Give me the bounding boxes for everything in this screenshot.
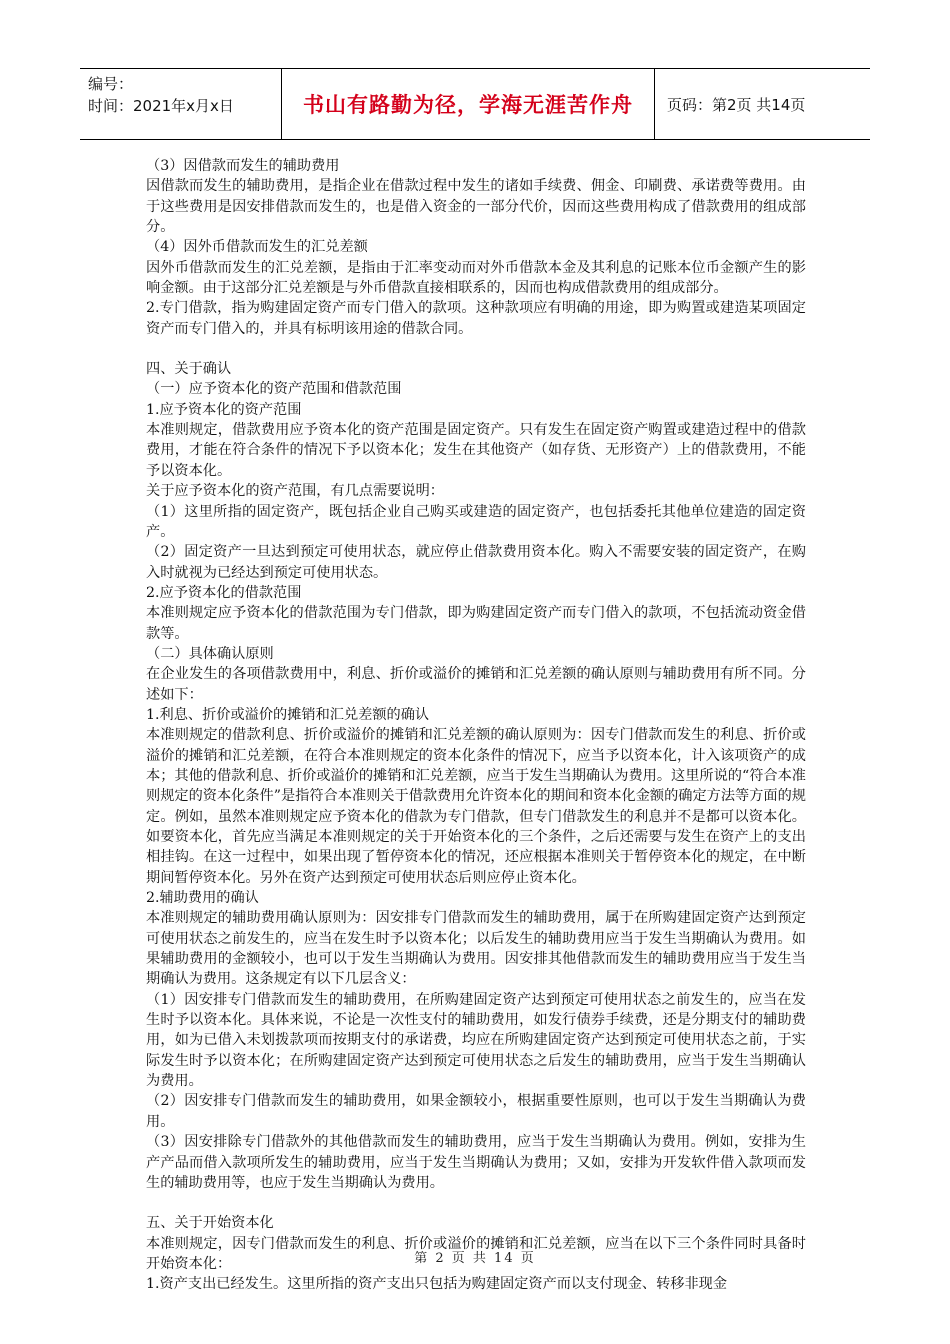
document-number-label: 编号： [88, 75, 134, 93]
paragraph: 1.资产支出已经发生。这里所指的资产支出只包括为购建固定资产而以支付现金、转移非现金 [146, 1276, 728, 1293]
paragraph: 因外币借款而发生的汇兑差额，是指由于汇率变动而对外币借款本金及其利息的记账本位币金额产生的影响金额。由于这部分汇兑差额是与外币借款直接相联系的，因而也构成借款费用的组成部分。 [146, 259, 806, 297]
document-date-label: 时间：2021年x月x日 [88, 97, 234, 115]
paragraph: 本准则规定的借款利息、折价或溢价的摊销和汇兑差额的确认原则为：因专门借款而发生的利息、折价或溢价的摊销和汇兑差额，在符合本准则规定的资本化条件的情况下，应当予以资本化，计入该项资产的成本；其他的借款利息、折价或溢价的摊销和汇兑差额，应当于发生当期确认为费用。这里所说的“符合本准则规定的资本化条件”是指符合本准则关于借款费用允许资本化的期间和资本化金额的确定方法等方面的规定。例如，虽然本准则规定应予资本化的借款为专门借款，但专门借款发生的利息并不是都可以资本化。如要资本化，首先应当满足本准则规定的关于开始资本化的三个条件，之后还需要与发生在资产上的支出相挂钩。在这一过程中，如果出现了暂停资本化的情况，还应根据本准则关于暂停资本化的规定，在中断期间暂停资本化。另外在资产达到预定可使用状态后则应停止资本化。 [146, 727, 806, 886]
subsection-heading: （一）应予资本化的资产范围和借款范围 [146, 381, 402, 398]
paragraph: （1）因安排专门借款而发生的辅助费用，在所购建固定资产达到预定可使用状态之前发生的，应当在发生时予以资本化。具体来说，不论是一次性支付的辅助费用，如发行债券手续费，还是分期支付的辅助费用，如为已借入未划拨款项而按期支付的承诺费，均应在所购建固定资产达到预定可使用状态之前，于实际发生时予以资本化；在所购建固定资产达到预定可使用状态之后发生的辅助费用，应当于发生当期确认为费用。 [146, 991, 806, 1090]
page-footer: 第 2 页 共 14 页 [414, 1251, 536, 1266]
blank-line [146, 1193, 806, 1213]
header-page-info: 页码：第2页 共14页 [667, 95, 806, 114]
paragraph: （1）这里所指的固定资产，既包括企业自己购买或建造的固定资产，也包括委托其他单位建造的固定资产。 [146, 503, 806, 540]
blank-line [146, 339, 806, 359]
document-body [146, 156, 806, 1295]
paragraph: 本准则规定，因专门借款而发生的利息、折价或溢价的摊销和汇兑差额，应当在以下三个条件同时具备时开始资本化： [146, 1235, 806, 1272]
paragraph: （4）因外币借款而发生的汇兑差额 [146, 239, 368, 256]
page-header [80, 68, 870, 140]
paragraph: 1.利息、折价或溢价的摊销和汇兑差额的确认 [146, 706, 430, 723]
subsection-heading: （二）具体确认原则 [146, 645, 274, 662]
paragraph: 关于应予资本化的资产范围，有几点需要说明： [146, 483, 444, 500]
paragraph: （3）因借款而发生的辅助费用 [146, 158, 340, 174]
paragraph: 1.应予资本化的资产范围 [146, 401, 302, 418]
header-meta [80, 69, 282, 139]
paragraph: 2.应予资本化的借款范围 [146, 584, 302, 601]
paragraph: 本准则规定应予资本化的借款范围为专门借款，即为购建固定资产而专门借入的款项，不包括流动资金借款等。 [146, 605, 806, 642]
paragraph: 2.专门借款，指为购建固定资产而专门借入的款项。这种款项应有明确的用途，即为购置或建造某项固定资产而专门借入的，并具有标明该用途的借款合同。 [146, 300, 806, 337]
paragraph: （2）固定资产一旦达到预定可使用状态，就应停止借款费用资本化。购入不需要安装的固定资产，在购入时就视为已经达到预定可使用状态。 [146, 544, 806, 581]
section-heading: 五、关于开始资本化 [146, 1215, 274, 1232]
header-slogan: 书山有路勤为径，学海无涯苦作舟 [282, 69, 655, 139]
paragraph: 因借款而发生的辅助费用，是指企业在借款过程中发生的诸如手续费、佣金、印刷费、承诺费等费用。由于这些费用是因安排借款而发生的，也是借入资金的一部分代价，因而这些费用构成了借款费用的组成部分。 [146, 178, 806, 236]
paragraph: （2）因安排专门借款而发生的辅助费用，如果金额较小，根据重要性原则，也可以于发生当期确认为费用。 [146, 1093, 806, 1130]
paragraph: 本准则规定的辅助费用确认原则为：因安排专门借款而发生的辅助费用，属于在所购建固定资产达到预定可使用状态之前发生的，应当在发生时予以资本化；以后发生的辅助费用应当于发生当期确认为费用。如果辅助费用的金额较小，也可以于发生当期确认为费用。因安排其他借款而发生的辅助费用应当于发生当期确认为费用。这条规定有以下几层含义： [146, 910, 806, 988]
paragraph: 本准则规定，借款费用应予资本化的资产范围是固定资产。只有发生在固定资产购置或建造过程中的借款费用，才能在符合条件的情况下予以资本化；发生在其他资产（如存货、无形资产）上的借款费用，不能予以资本化。 [146, 422, 806, 479]
paragraph: 在企业发生的各项借款费用中，利息、折价或溢价的摊销和汇兑差额的确认原则与辅助费用有所不同。分述如下： [146, 666, 806, 703]
paragraph: 2.辅助费用的确认 [146, 890, 259, 907]
paragraph: （3）因安排除专门借款外的其他借款而发生的辅助费用，应当于发生当期确认为费用。例如，安排为生产产品而借入款项所发生的辅助费用，应当于发生当期确认为费用；又如，安排为开发软件借入款项而发生的辅助费用等，也应于发生当期确认为费用。 [146, 1134, 806, 1191]
section-heading: 四、关于确认 [146, 361, 232, 378]
